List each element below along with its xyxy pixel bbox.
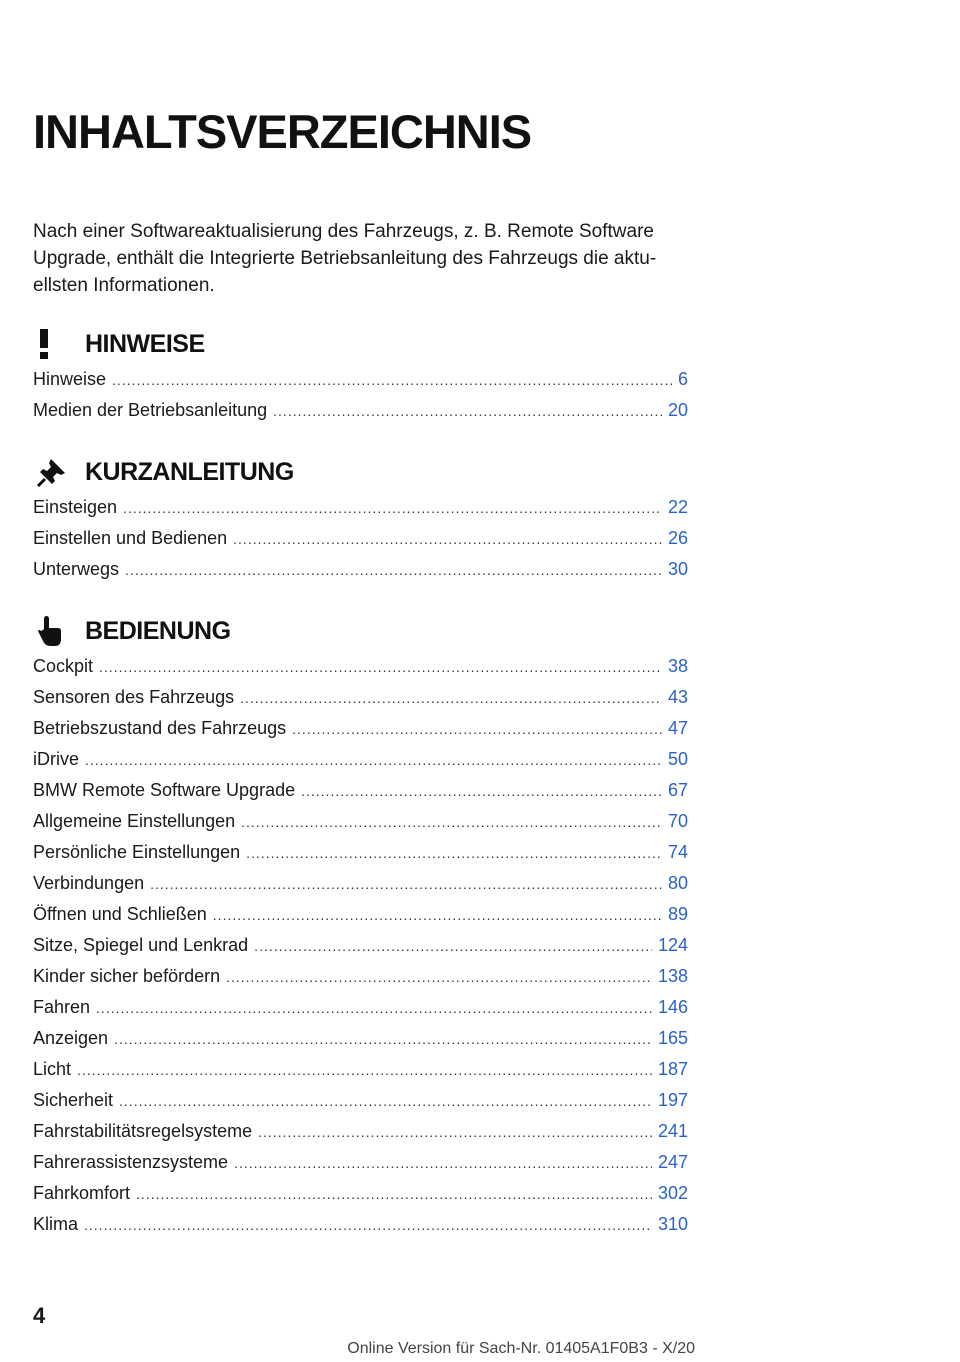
dot-leader	[112, 372, 672, 388]
entry-page-number: 165	[657, 1028, 688, 1048]
entry-page-number: 38	[667, 656, 688, 676]
toc-entry[interactable]	[33, 842, 688, 873]
toc-entry[interactable]	[33, 811, 688, 842]
entry-label: Anzeigen	[33, 1028, 109, 1048]
dot-leader	[273, 403, 662, 419]
toc-entry-hinweise[interactable]	[33, 369, 688, 400]
hand-pointer-icon	[37, 612, 75, 650]
toc-entry[interactable]	[33, 873, 688, 904]
entry-page-number: 50	[667, 749, 688, 769]
page-title: INHALTSVERZEICHNIS	[33, 105, 532, 158]
exclamation-icon	[37, 325, 75, 363]
toc-entry[interactable]	[33, 718, 688, 749]
dot-leader	[226, 969, 652, 985]
dot-leader	[301, 783, 662, 799]
toc-entry[interactable]	[33, 966, 688, 997]
toc-entry[interactable]	[33, 1121, 688, 1152]
toc-entry-medien[interactable]	[33, 400, 688, 431]
toc-entry-einstellen[interactable]	[33, 528, 688, 559]
entry-label: Fahrstabilitätsregelsysteme	[33, 1121, 253, 1141]
entry-label: iDrive	[33, 749, 80, 769]
entry-page-number: 30	[667, 559, 688, 579]
section-header	[33, 453, 688, 491]
dot-leader	[233, 531, 662, 547]
toc-entry[interactable]	[33, 1090, 688, 1121]
entry-page-number: 22	[667, 497, 688, 517]
dot-leader	[241, 814, 662, 830]
dot-leader	[114, 1031, 652, 1047]
toc-entry[interactable]	[33, 997, 688, 1028]
entry-page-number: 74	[667, 842, 688, 862]
entry-label: Medien der Betriebsanleitung	[33, 400, 268, 420]
entry-label: Fahrkomfort	[33, 1183, 131, 1203]
intro-text: Nach einer Softwareaktualisierung des Fahrzeugs, z. B. Remote Software Upgrade, enthält die Integrierte Betriebsanleitung des Fahrzeugs die aktuellsten Informationen.	[33, 221, 657, 296]
entry-label: Fahrerassistenzsysteme	[33, 1152, 229, 1172]
table-of-contents	[33, 325, 688, 1267]
entry-list	[33, 656, 688, 1245]
entry-page-number: 241	[657, 1121, 688, 1141]
entry-label: Unterwegs	[33, 559, 120, 579]
entry-page-number: 67	[667, 780, 688, 800]
pin-icon	[37, 453, 75, 491]
entry-page-number: 89	[667, 904, 688, 924]
entry-page-number: 70	[667, 811, 688, 831]
entry-page-number: 124	[657, 935, 688, 955]
dot-leader	[96, 1000, 652, 1016]
entry-label: Verbindungen	[33, 873, 145, 893]
section-title: KURZANLEITUNG	[85, 457, 294, 486]
entry-label: Licht	[33, 1059, 72, 1079]
entry-label: Sitze, Spiegel und Lenkrad	[33, 935, 249, 955]
entry-page-number: 26	[667, 528, 688, 548]
dot-leader	[84, 1217, 652, 1233]
entry-label: Persönliche Einstellungen	[33, 842, 241, 862]
dot-leader	[77, 1062, 652, 1078]
entry-label: Sensoren des Fahrzeugs	[33, 687, 235, 707]
toc-entry[interactable]	[33, 935, 688, 966]
section-header	[33, 612, 688, 650]
toc-entry-einsteigen[interactable]	[33, 497, 688, 528]
dot-leader	[258, 1124, 652, 1140]
entry-label: Cockpit	[33, 656, 94, 676]
toc-entry[interactable]	[33, 687, 688, 718]
section-bedienung	[33, 612, 688, 1245]
entry-page-number: 20	[667, 400, 688, 420]
dot-leader	[99, 659, 662, 675]
entry-page-number: 310	[657, 1214, 688, 1234]
entry-page-number: 47	[667, 718, 688, 738]
entry-label: Kinder sicher befördern	[33, 966, 221, 986]
entry-page-number: 247	[657, 1152, 688, 1172]
dot-leader	[240, 690, 662, 706]
toc-entry[interactable]	[33, 749, 688, 780]
dot-leader	[213, 907, 662, 923]
section-title: BEDIENUNG	[85, 616, 231, 645]
toc-entry[interactable]	[33, 1214, 688, 1245]
toc-entry[interactable]	[33, 1152, 688, 1183]
entry-page-number: 138	[657, 966, 688, 986]
dot-leader	[123, 500, 662, 516]
entry-label: Fahren	[33, 997, 91, 1017]
entry-page-number: 187	[657, 1059, 688, 1079]
dot-leader	[150, 876, 662, 892]
entry-label: Betriebszustand des Fahrzeugs	[33, 718, 287, 738]
section-title: HINWEISE	[85, 329, 205, 358]
footer-text: Online Version für Sach-Nr. 01405A1F0B3 - X/20	[347, 1340, 695, 1357]
toc-entry[interactable]	[33, 1028, 688, 1059]
entry-page-number: 197	[657, 1090, 688, 1110]
section-header	[33, 325, 688, 363]
toc-entry[interactable]	[33, 780, 688, 811]
entry-page-number: 80	[667, 873, 688, 893]
entry-label: Allgemeine Einstellungen	[33, 811, 236, 831]
section-kurzanleitung	[33, 453, 688, 590]
dot-leader	[85, 752, 662, 768]
toc-entry[interactable]	[33, 1059, 688, 1090]
entry-label: Hinweise	[33, 369, 107, 389]
dot-leader	[246, 845, 662, 861]
dot-leader	[254, 938, 652, 954]
toc-entry-unterwegs[interactable]	[33, 559, 688, 590]
dot-leader	[125, 562, 662, 578]
entry-page-number: 6	[677, 369, 688, 389]
entry-page-number: 43	[667, 687, 688, 707]
entry-label: Öffnen und Schließen	[33, 904, 207, 924]
dot-leader	[234, 1155, 652, 1171]
toc-entry[interactable]	[33, 904, 688, 935]
entry-label: Einstellen und Bedienen	[33, 528, 228, 548]
entry-page-number: 146	[657, 997, 688, 1017]
entry-label: Einsteigen	[33, 497, 118, 517]
entry-label: BMW Remote Software Upgrade	[33, 780, 296, 800]
dot-leader	[119, 1093, 652, 1109]
dot-leader	[136, 1186, 652, 1202]
toc-entry[interactable]	[33, 1183, 688, 1214]
entry-label: Klima	[33, 1214, 79, 1234]
section-hinweise	[33, 325, 688, 431]
page-number: 4	[33, 1303, 46, 1328]
dot-leader	[292, 721, 662, 737]
entry-label: Sicherheit	[33, 1090, 114, 1110]
entry-page-number: 302	[657, 1183, 688, 1203]
toc-entry[interactable]	[33, 656, 688, 687]
